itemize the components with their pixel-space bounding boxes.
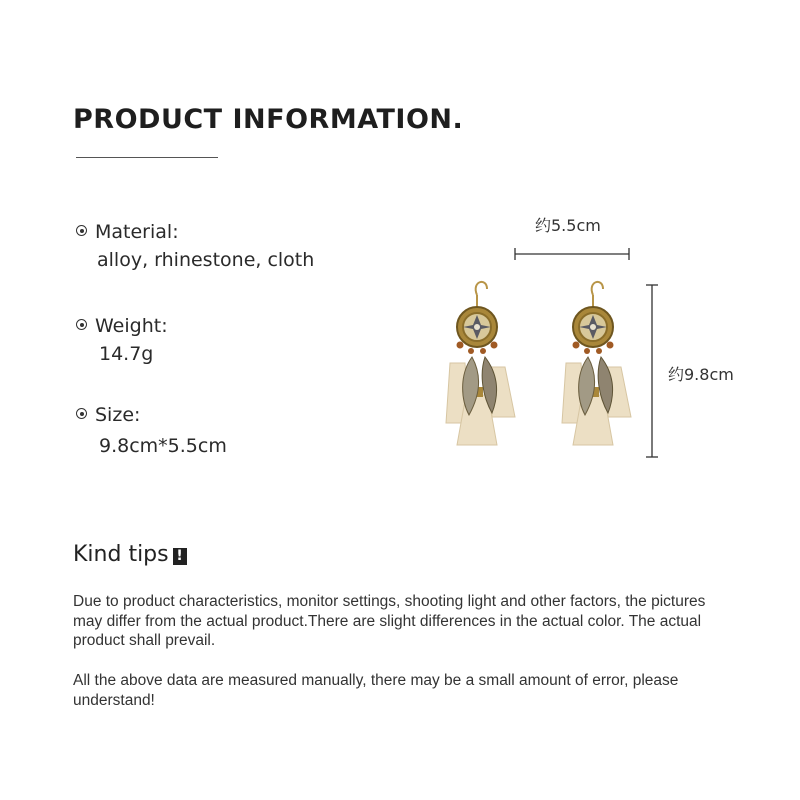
height-measure-line bbox=[646, 285, 658, 457]
exclamation-icon: ! bbox=[173, 548, 187, 565]
spec-material bbox=[76, 221, 314, 271]
spec-label: Weight: bbox=[95, 315, 168, 337]
width-measure-line bbox=[515, 248, 629, 260]
spec-weight bbox=[76, 315, 168, 365]
bullet-icon bbox=[76, 319, 87, 330]
kind-tips-paragraph-1: Due to product characteristics, monitor settings, shooting light and other factors, the pictures may differ from the actual product.There are slight differences in the actual color. The actual product shall prevail. bbox=[73, 593, 706, 649]
page-title: PRODUCT INFORMATION. bbox=[73, 104, 464, 135]
height-label: 约9.8cm bbox=[668, 365, 734, 384]
spec-label: Material: bbox=[95, 221, 179, 243]
kind-tips-title: Kind tips bbox=[73, 542, 169, 567]
spec-size bbox=[76, 404, 227, 457]
spec-value: 9.8cm*5.5cm bbox=[99, 435, 227, 457]
bullet-icon bbox=[76, 408, 87, 419]
spec-value: 14.7g bbox=[99, 343, 154, 365]
earring-left bbox=[446, 282, 515, 445]
bullet-icon bbox=[76, 225, 87, 236]
kind-tips-heading bbox=[73, 542, 187, 567]
spec-label: Size: bbox=[95, 404, 141, 426]
title-divider bbox=[76, 157, 218, 158]
width-label: 约5.5cm bbox=[535, 216, 601, 235]
earring-right bbox=[562, 282, 631, 445]
spec-value: alloy, rhinestone, cloth bbox=[97, 249, 315, 271]
kind-tips-paragraph-2: All the above data are measured manually, there may be a small amount of error, please understand! bbox=[73, 672, 679, 709]
